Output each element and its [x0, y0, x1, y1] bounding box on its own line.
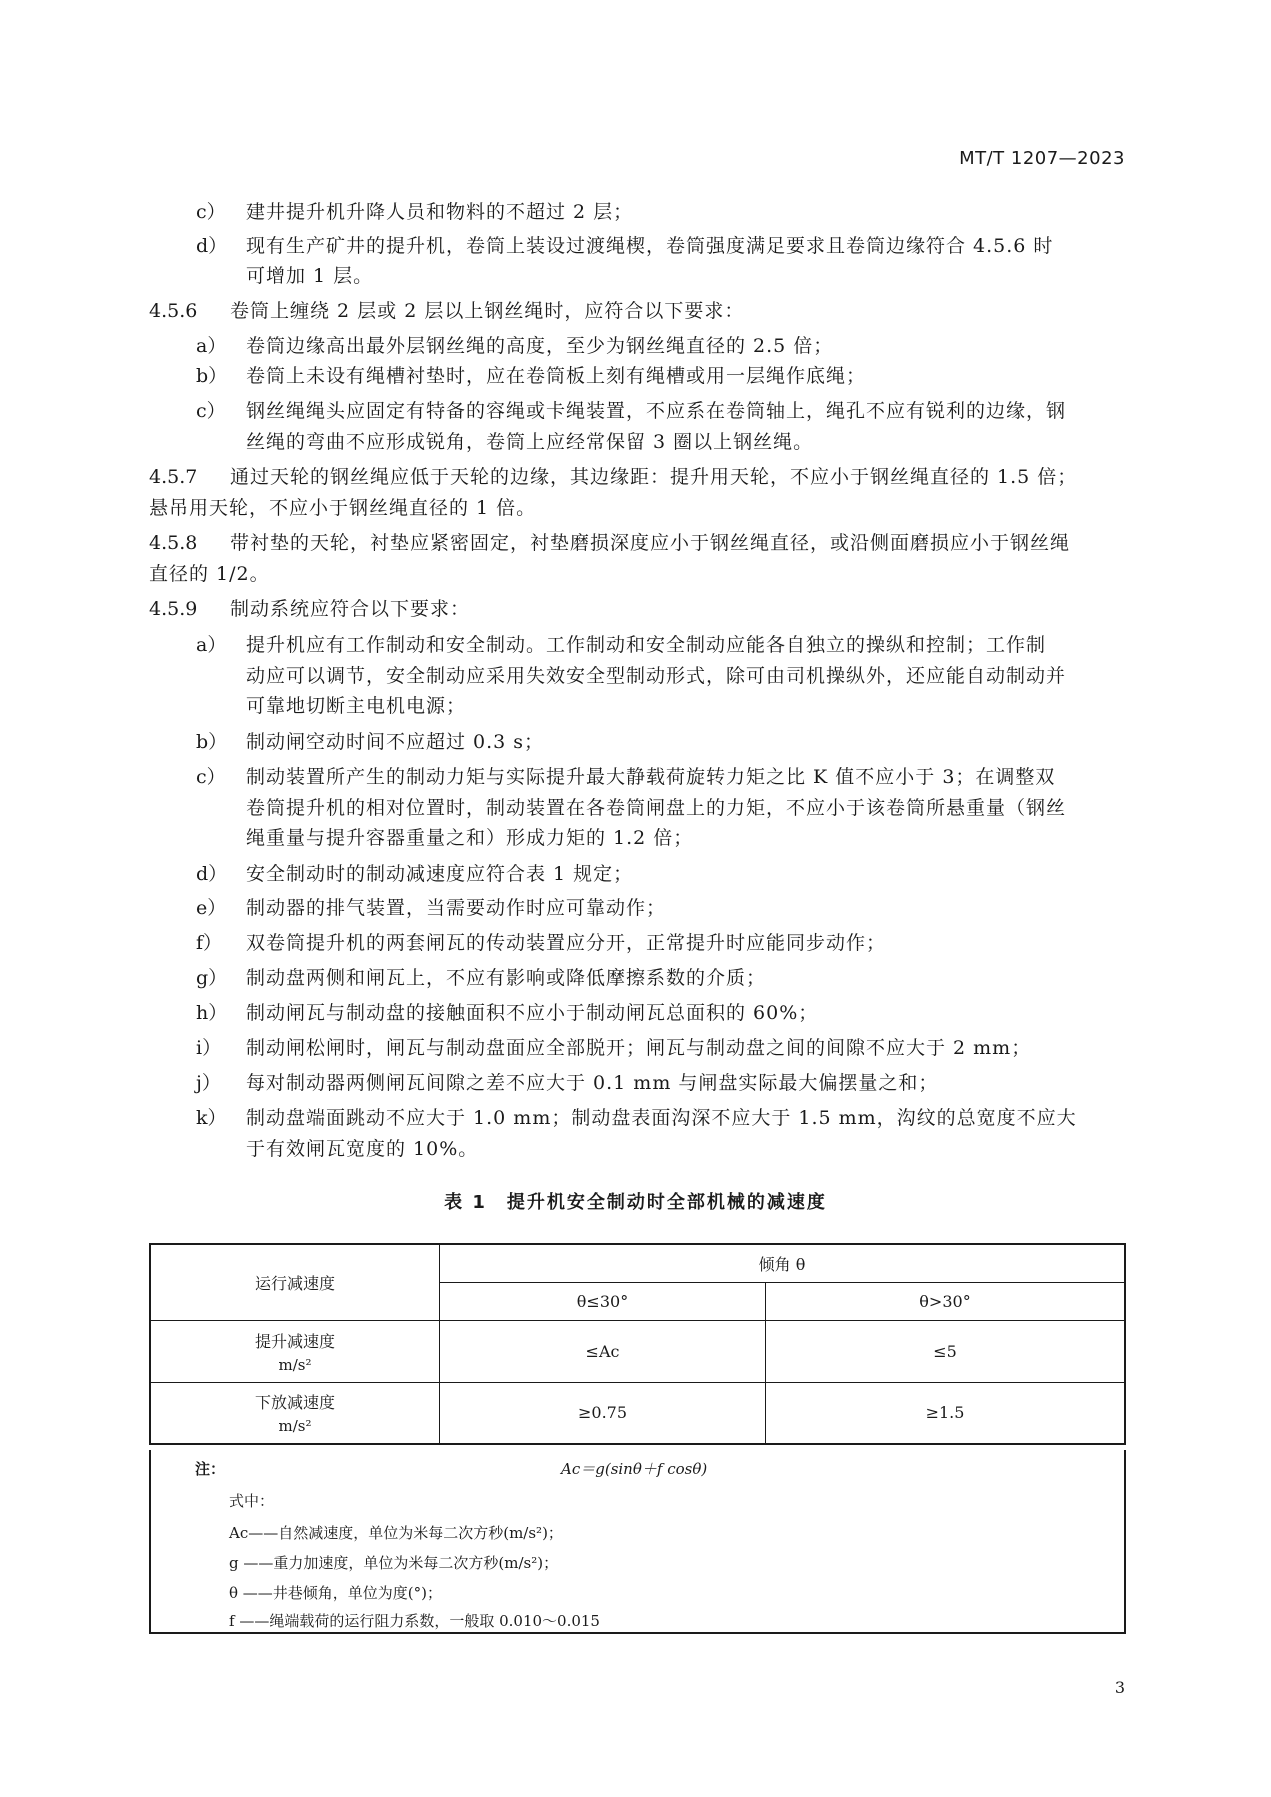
list-marker: b）: [196, 731, 228, 753]
text-line: 动应可以调节，安全制动应采用失效安全型制动形式，除可由司机操纵外，还应能自动制动并: [246, 665, 1067, 687]
text-line: 制动器的排气装置，当需要动作时应可靠动作；: [246, 897, 667, 919]
text-line: 卷筒提升机的相对位置时，制动装置在各卷筒闸盘上的力矩，不应小于该卷筒所悬重量（钢丝: [246, 797, 1067, 819]
list-marker: c）: [196, 766, 226, 788]
deceleration-table: [149, 1243, 1126, 1445]
text-line: 现有生产矿井的提升机，卷筒上装设过渡绳楔，卷筒强度满足要求且卷筒边缘符合 4.5.6 时: [246, 235, 1054, 257]
note-item: Ac——自然减速度，单位为米每二次方秒(m/s²)；: [229, 1524, 563, 1542]
text-line: 制动装置所产生的制动力矩与实际提升最大静载荷旋转力矩之比 K 值不应小于 3；在调整双: [246, 766, 1056, 788]
text-line: 提升机应有工作制动和安全制动。工作制动和安全制动应能各自独立的操纵和控制；工作制: [246, 634, 1047, 656]
note-where: 式中：: [229, 1492, 275, 1510]
note-item: θ ——井巷倾角，单位为度(°)；: [229, 1584, 443, 1602]
clause-number: 4.5.6: [149, 300, 198, 322]
text-line: 建井提升机升降人员和物料的不超过 2 层；: [246, 201, 634, 223]
text-line: 通过天轮的钢丝绳应低于天轮的边缘，其边缘距：提升用天轮，不应小于钢丝绳直径的 1.5 倍；: [230, 466, 1078, 488]
text-line: 双卷筒提升机的两套闸瓦的传动装置应分开，正常提升时应能同步动作；: [246, 932, 887, 954]
text-line: 安全制动时的制动减速度应符合表 1 规定；: [246, 863, 634, 885]
text-line: 每对制动器两侧闸瓦间隙之差不应大于 0.1 mm 与闸盘实际最大偏摆量之和；: [246, 1072, 939, 1094]
clause-number: 4.5.9: [149, 598, 198, 620]
text-line: 钢丝绳绳头应固定有特备的容绳或卡绳装置，不应系在卷筒轴上，绳孔不应有锐利的边缘，钢: [246, 400, 1067, 422]
note-item: f ——绳端载荷的运行阻力系数，一般取 0.010～0.015: [229, 1612, 600, 1630]
list-marker: d）: [196, 235, 228, 257]
text-line: 悬吊用天轮，不应小于钢丝绳直径的 1 倍。: [149, 497, 537, 519]
list-marker: f）: [196, 932, 223, 954]
list-marker: i）: [196, 1037, 222, 1059]
text-line: 制动盘两侧和闸瓦上，不应有影响或降低摩擦系数的介质；: [246, 967, 767, 989]
text-line: 制动系统应符合以下要求：: [230, 598, 471, 620]
note-label: 注：: [195, 1460, 226, 1478]
list-marker: a）: [196, 634, 227, 656]
text-line: 制动盘端面跳动不应大于 1.0 mm；制动盘表面沟深不应大于 1.5 mm，沟纹的总宽度不应大: [246, 1107, 1077, 1129]
list-marker: a）: [196, 335, 227, 357]
list-marker: h）: [196, 1002, 228, 1024]
table-cell: ≤5: [766, 1320, 1126, 1382]
text-line: 制动闸瓦与制动盘的接触面积不应小于制动闸瓦总面积的 60%；: [246, 1002, 819, 1024]
text-line: 可靠地切断主电机电源；: [246, 695, 467, 717]
list-marker: b）: [196, 365, 228, 387]
page-number: 3: [1114, 1678, 1125, 1697]
angle-low-header: θ≤30°: [440, 1282, 766, 1320]
text-line: 丝绳的弯曲不应形成锐角，卷筒上应经常保留 3 圈以上钢丝绳。: [246, 431, 814, 453]
angle-header: 倾角 θ: [440, 1244, 1126, 1282]
list-marker: c）: [196, 201, 226, 223]
text-line: 可增加 1 层。: [246, 265, 374, 287]
row-label: 下放减速度 m/s²: [150, 1382, 440, 1444]
list-marker: j）: [196, 1072, 221, 1094]
list-marker: c）: [196, 400, 226, 422]
text-line: 卷筒边缘高出最外层钢丝绳的高度，至少为钢丝绳直径的 2.5 倍；: [246, 335, 834, 357]
table-caption: 表 1 提升机安全制动时全部机械的减速度: [444, 1192, 827, 1213]
table-note: [149, 1450, 1126, 1634]
text-line: 绳重量与提升容器重量之和）形成力矩的 1.2 倍；: [246, 827, 694, 849]
table-row: [150, 1320, 1125, 1382]
text-line: 制动闸空动时间不应超过 0.3 s；: [246, 731, 545, 753]
list-marker: e）: [196, 897, 227, 919]
text-line: 直径的 1/2。: [149, 563, 270, 585]
clause-number: 4.5.8: [149, 532, 198, 554]
angle-high-header: θ>30°: [766, 1282, 1126, 1320]
clause-number: 4.5.7: [149, 466, 198, 488]
list-marker: k）: [196, 1107, 227, 1129]
text-line: 制动闸松闸时，闸瓦与制动盘面应全部脱开；闸瓦与制动盘之间的间隙不应大于 2 mm；: [246, 1037, 1032, 1059]
text-line: 于有效闸瓦宽度的 10%。: [246, 1138, 479, 1160]
table-cell: ≥1.5: [766, 1382, 1126, 1444]
table-cell: ≤Ac: [440, 1320, 766, 1382]
row-label: 提升减速度 m/s²: [150, 1320, 440, 1382]
note-item: g ——重力加速度，单位为米每二次方秒(m/s²)；: [229, 1554, 559, 1572]
note-formula: Ac＝g(sinθ＋f cosθ): [561, 1460, 708, 1478]
table-row: [150, 1382, 1125, 1444]
list-marker: g）: [196, 967, 228, 989]
text-line: 卷筒上缠绕 2 层或 2 层以上钢丝绳时，应符合以下要求：: [230, 300, 745, 322]
list-marker: d）: [196, 863, 228, 885]
table-cell: ≥0.75: [440, 1382, 766, 1444]
text-line: 带衬垫的天轮，衬垫应紧密固定，衬垫磨损深度应小于钢丝绳直径，或沿侧面磨损应小于钢丝绳: [230, 532, 1071, 554]
text-line: 卷筒上未设有绳槽衬垫时，应在卷筒板上刻有绳槽或用一层绳作底绳；: [246, 365, 867, 387]
col-header-deceleration: 运行减速度: [150, 1244, 440, 1320]
document-code: MT/T 1207—2023: [959, 148, 1125, 169]
